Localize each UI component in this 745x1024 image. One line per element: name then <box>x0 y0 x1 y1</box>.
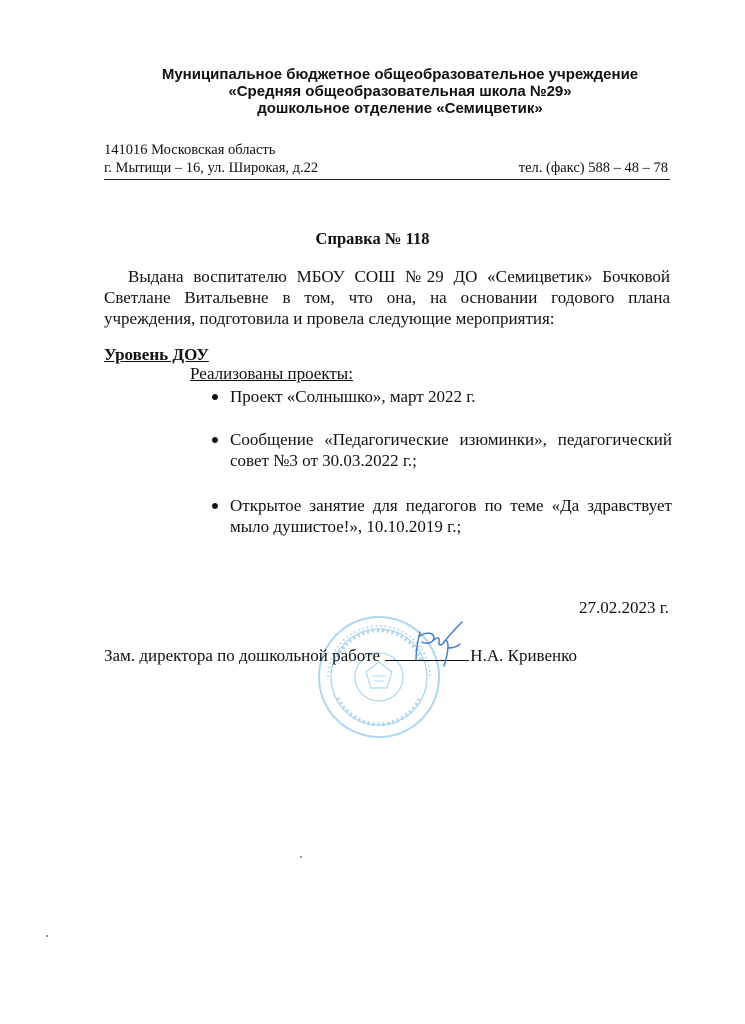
address-region: 141016 Московская область <box>104 142 276 158</box>
signature-line <box>104 646 577 666</box>
list-item <box>210 386 672 407</box>
projects-label <box>190 364 353 384</box>
scan-speck <box>300 856 302 858</box>
bullet-icon <box>212 503 218 509</box>
list-item <box>210 429 672 471</box>
intro-paragraph: Выдана воспитателю МБОУ СОШ №29 ДО «Семицветик» Бочковой Светлане Витальевне в том, что она, на основании годового плана учреждения, подготовила и провела следующие мероприятия: <box>104 267 670 328</box>
document-date: 27.02.2023 г. <box>578 598 669 617</box>
project-list <box>210 386 672 559</box>
bullet-icon <box>212 394 218 400</box>
list-item <box>210 495 672 537</box>
projects-label-text: Реализованы проекты <box>190 364 349 383</box>
list-item-text: Сообщение «Педагогические изюминки», педагогический совет №3 от 30.03.2022 г.; <box>230 430 672 470</box>
projects-label-colon: : <box>348 364 353 383</box>
signature-icon <box>400 618 470 672</box>
list-item-text: Проект «Солнышко», март 2022 г. <box>230 387 476 406</box>
address-street: г. Мытищи – 16, ул. Широкая, д.22 <box>104 160 319 176</box>
organization-header <box>120 66 680 117</box>
address-block <box>104 141 670 180</box>
document-title: Справка № 118 <box>315 229 430 248</box>
address-phone: тел. (факс) 588 – 48 – 78 <box>518 160 668 176</box>
org-name-line-3: дошкольное отделение «Семицветик» <box>257 100 543 117</box>
scan-speck <box>46 935 48 937</box>
level-heading: Уровень ДОУ <box>104 345 209 364</box>
signature-role: Зам. директора по дошкольной работе <box>104 646 381 665</box>
list-item-text: Открытое занятие для педагогов по теме «Да здравствует мыло душистое!», 10.10.2019 г.; <box>230 496 672 536</box>
org-name-line-1: Муниципальное бюджетное общеобразовательное учреждение <box>161 66 639 83</box>
org-name-line-2: «Средняя общеобразовательная школа №29» <box>228 83 572 100</box>
bullet-icon <box>212 437 218 443</box>
address-rule-line <box>104 159 670 180</box>
signature-name: Н.А. Кривенко <box>470 646 578 665</box>
